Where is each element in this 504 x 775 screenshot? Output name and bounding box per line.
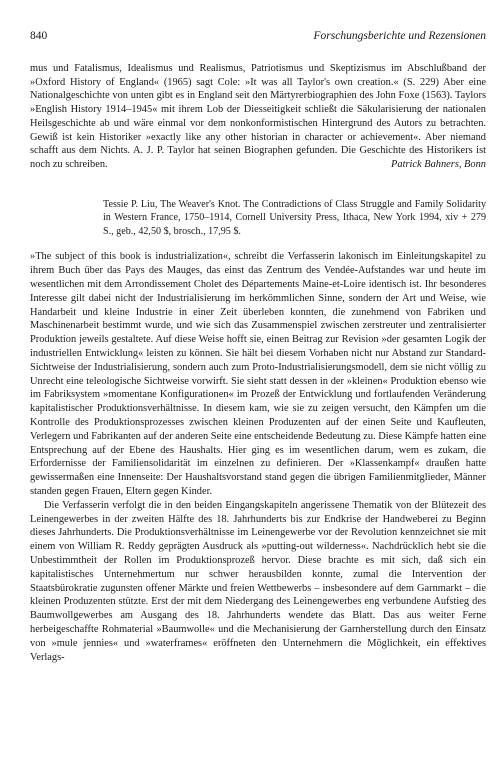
review-paragraph-1: »The subject of this book is industrialization«, schreibt die Verfasserin lakonisch im Einleitungskapitel zu ihrem Buch über das Pays des Mauges, das einst das Zentrum des Vendée-Aufstandes war und heute im wesentlichen mit dem Arrondissement Cholet des Départements Maine-et-Loire identisch ist. Ihr besonderes Interesse gilt dabei nicht der Industrialisierung im herkömmlichen Sinne, sondern der Art und Weise, wie Handarbeit und kleine Industrie in einer Zeit überleben konnten, die zunehmend von Fabriken und Maschinenarbeit bestimmt wurde, und wie sich das Zusammenspiel zwischen zerstreuter und zentralisierter Produktion jeweils gestaltete. Auf diese Weise hofft sie, einen Beitrag zur Revision »der gesamten Logik der industriellen Entwicklung« leisten zu können. Sie hält bei diesem Vorhaben nicht nur Abstand zur Standard-Sichtweise der Industrialisierung, sondern auch zum Proto-Industrialisierungsmodell, dem sie nicht völlig zu Unrecht eine teleologische Sichtweise vorwirft. Sie sieht statt dessen in der »kleinen« Produktion ebenso wie im Fabriksystem »momentane Konfigurationen« im Prozeß der Entwicklung und fortlaufenden Veränderung kapitalistischer Produktionsverhältnisse. In diesem kam, wie sie zu zeigen versucht, den Kämpfen um die Kontrolle des Produktionsprozesses zwischen kleinen Produzenten auf der einen Seite und Kaufleuten, Verlegern und Fabrikanten auf der anderen Seite eine entscheidende Bedeutung zu. Diese Kämpfe hatten eine Entsprechung auf der Ebene des Haushalts. Hier ging es im wesentlichen darum, wem es zukam, die Erfordernisse der Familiensolidarität im einzelnen zu definieren. Der »Klassenkampf« draußen hatte gewissermaßen eine Innenseite: Der Haushaltsvorstand stand gegen die übrigen Familienmitglieder, Männer standen gegen Frauen, Eltern gegen Kinder. (30, 251, 486, 497)
book-citation: Tessie P. Liu, The Weaver's Knot. The Contradictions of Class Struggle and Family Solidarity in Western France, 1750–1914, Cornell University Press, Ithaca, New York 1994, xiv + 279 S., geb., 42,50 $, brosch., 17,95 $. (103, 198, 486, 237)
running-title: Forschungsberichte und Rezensionen (313, 30, 486, 42)
review-body (30, 250, 486, 664)
page-number: 840 (30, 30, 48, 42)
reviewer-signature: Patrick Bahners, Bonn (391, 158, 486, 170)
review-paragraph-2: Die Verfasserin verfolgt die in den beiden Eingangskapiteln angerissene Thematik von der Blütezeit des Leinengewerbes in der zweiten Hälfte des 18. Jahrhunderts bis zur Endkrise der Handweberei zu Beginn dieses Jahrhunderts. Die Produktionsverhältnisse im Leinengewerbe vor der Revolution kennzeichnet sie mit einem von William R. Reddy geprägten Ausdruck als »putting-out wilderness«. Nachdrücklich hebt sie die Unbestimmtheit der Rollen im Produktionsprozeß hervor. Diese brachte es mit sich, daß sich ein kapitalistisches Unternehmertum nur schwer herausbilden konnte, zumal die Intervention der Staatsbürokratie zugunsten offener Märkte und freien Wettbewerbs – insbesondere auf dem Garnmarkt – die kleinen Produzenten stützte. Erst der mit dem Niedergang des Leinengewerbes eng verbundene Aufstieg des Baumwollgewerbes am Ausgang des 18. Jahrhunderts wendete das Blatt. Das aus weiter Ferne herbeigeschaffte Rohmaterial »Baumwolle« und die Mechanisierung der Garnherstellung durch den Einsatz von »mule jennies« und »waterframes« eröffneten den Unternehmern die Möglichkeit, ein effektives Verlags- (30, 499, 486, 663)
previous-review-ending (30, 62, 486, 172)
page-header (30, 30, 486, 42)
page (30, 30, 486, 664)
previous-review-text: mus und Fatalismus, Idealismus und Realismus, Patriotismus und Skeptizismus im Abschlußband der »Oxford History of England« (1965) sagt Cole: »It was all Taylor's own creation.« (S. 229) Aber eine Nationalgeschichte von unten gibt es in England seit den Märtyrerbiographien des John Foxe (1563). Taylors »English History 1914–1945« mit ihrem Lob der Diesseitigkeit schließt die Säkularisierung der nationalen Heilsgeschichte ab und wäre einmal vor dem nonkonformistischen Hintergrund des Autors zu betrachten. Gewiß ist kein Historiker »exactly like any other historian in character or achievement«. Aber niemand schafft aus dem Nichts. A. J. P. Taylor hat seinen Biographen gefunden. Die Geschichte des Historikers ist noch zu schreiben. (30, 63, 486, 170)
